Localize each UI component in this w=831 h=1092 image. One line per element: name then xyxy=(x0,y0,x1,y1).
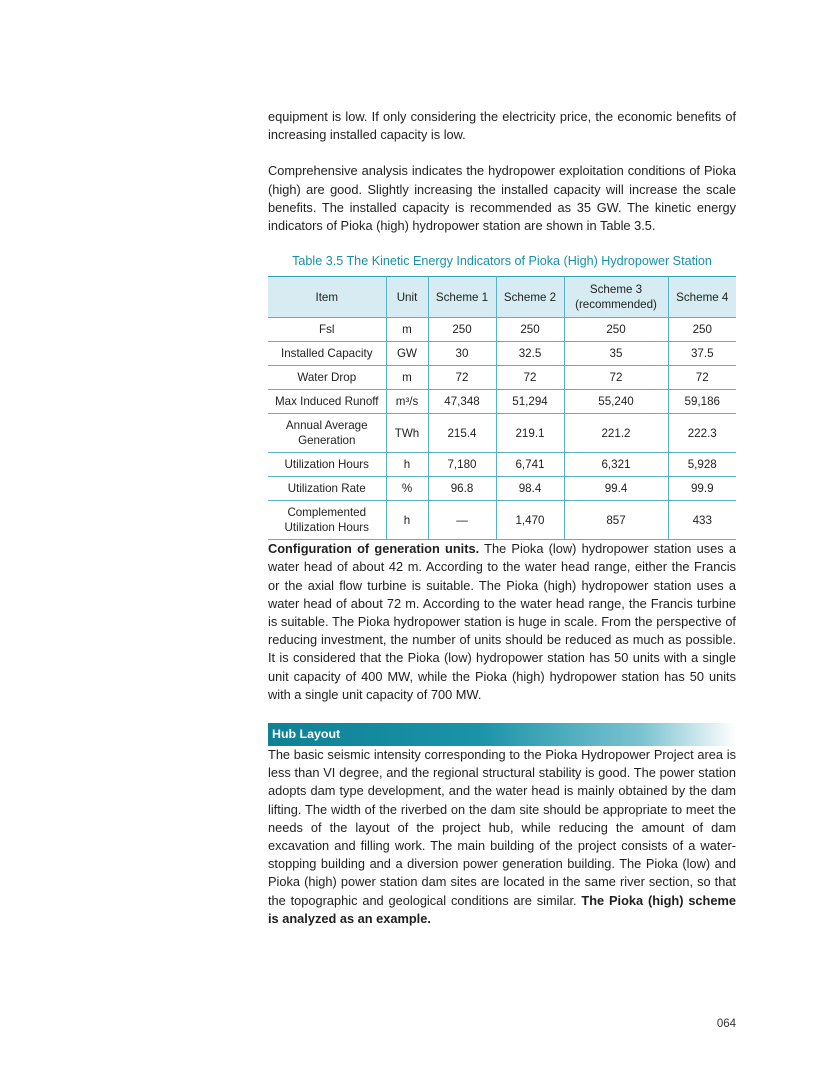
page-number: 064 xyxy=(716,1018,736,1030)
hub-layout-conclusion: The Pioka (high) scheme is analyzed as an example. xyxy=(268,892,736,926)
cell-scheme-3: 221.2 xyxy=(564,414,668,453)
header-scheme-3-label: Scheme 3 xyxy=(589,283,643,297)
header-scheme-4: Scheme 4 xyxy=(668,277,736,318)
cell-item: Utilization Hours xyxy=(268,453,386,477)
cell-scheme-2: 250 xyxy=(496,318,564,342)
configuration-text: The Pioka (low) hydropower station uses a water head of about 42 m. According to the water head range, either the Francis or the axial flow turbine is suitable. The Pioka (high) hydropower station uses a water head of about 72 m. According to the water head range, the Francis turbine is suitable. The Pioka hydropower station is huge in scale. From the perspective of reducing investment, the number of units should be reduced as much as possible. It is considered that the Pioka (low) hydropower station has 50 units with a single unit capacity of 400 MW, while the Pioka (high) hydropower station has 50 units with a single unit capacity of 700 MW. xyxy=(268,541,737,702)
cell-item-line-2: Generation xyxy=(298,434,356,448)
table-row xyxy=(268,318,736,342)
table-row xyxy=(268,477,736,501)
section-heading-hub-layout: Hub Layout xyxy=(268,723,736,746)
cell-scheme-1: 215.4 xyxy=(428,414,496,453)
table-row xyxy=(268,453,736,477)
cell-scheme-3: 857 xyxy=(564,501,668,540)
cell-unit: h xyxy=(386,453,428,477)
paragraph-configuration xyxy=(268,540,736,704)
cell-item-line-2: Utilization Hours xyxy=(284,521,369,535)
cell-scheme-4: 222.3 xyxy=(668,414,736,453)
cell-unit: % xyxy=(386,477,428,501)
cell-scheme-3: 72 xyxy=(564,366,668,390)
paragraph-intro: equipment is low. If only considering the electricity price, the economic benefits of increasing installed capacity is low. xyxy=(268,109,736,143)
cell-scheme-3: 55,240 xyxy=(564,390,668,414)
cell-scheme-1: 7,180 xyxy=(428,453,496,477)
table-row xyxy=(268,366,736,390)
cell-scheme-4: 250 xyxy=(668,318,736,342)
cell-scheme-3: 6,321 xyxy=(564,453,668,477)
cell-unit: m xyxy=(386,318,428,342)
paragraph-analysis: Comprehensive analysis indicates the hydropower exploitation conditions of Pioka (high) are good. Slightly increasing the installed capacity will increase the scale benefits. The installed capacity is recommended as 35 GW. The kinetic energy indicators of Pioka (high) hydropower station are shown in Table 3.5. xyxy=(268,163,736,234)
cell-scheme-2: 98.4 xyxy=(496,477,564,501)
cell-scheme-4: 37.5 xyxy=(668,342,736,366)
header-scheme-3 xyxy=(564,277,668,318)
hub-layout-text: The basic seismic intensity corresponding to the Pioka Hydropower Project area is less than VI degree, and the regional structural stability is good. The power station adopts dam type development, and the water head is mainly obtained by the dam lifting. The width of the riverbed on the dam site should be appropriate to meet the needs of the layout of the project hub, while reducing the amount of dam excavation and filling work. The main building of the project consists of a water-stopping building and a diversion power generation building. The Pioka (low) and Pioka (high) power station dam sites are located in the same river section, so that the topographic and geological conditions are similar. xyxy=(268,747,736,908)
cell-item xyxy=(268,414,386,453)
header-item: Item xyxy=(268,277,386,318)
table-row xyxy=(268,414,736,453)
cell-scheme-1: 47,348 xyxy=(428,390,496,414)
cell-scheme-3: 250 xyxy=(564,318,668,342)
paragraph-hub-layout xyxy=(268,746,736,928)
cell-scheme-1: 250 xyxy=(428,318,496,342)
table-row xyxy=(268,342,736,366)
cell-scheme-1: 96.8 xyxy=(428,477,496,501)
header-scheme-3-note: (recommended) xyxy=(575,298,657,312)
cell-scheme-2: 51,294 xyxy=(496,390,564,414)
cell-unit: GW xyxy=(386,342,428,366)
page-content xyxy=(268,108,736,928)
cell-item-line-1: Complemented xyxy=(287,506,367,520)
cell-scheme-2: 32.5 xyxy=(496,342,564,366)
cell-scheme-2: 219.1 xyxy=(496,414,564,453)
cell-scheme-1: 72 xyxy=(428,366,496,390)
cell-unit: m³/s xyxy=(386,390,428,414)
header-scheme-2: Scheme 2 xyxy=(496,277,564,318)
header-scheme-1: Scheme 1 xyxy=(428,277,496,318)
header-unit: Unit xyxy=(386,277,428,318)
cell-unit: TWh xyxy=(386,414,428,453)
table-title: Table 3.5 The Kinetic Energy Indicators of Pioka (High) Hydropower Station xyxy=(292,254,712,269)
cell-scheme-4: 59,186 xyxy=(668,390,736,414)
cell-scheme-4: 5,928 xyxy=(668,453,736,477)
cell-item: Utilization Rate xyxy=(268,477,386,501)
cell-scheme-1: 30 xyxy=(428,342,496,366)
cell-item xyxy=(268,501,386,540)
cell-item: Water Drop xyxy=(268,366,386,390)
cell-scheme-4: 99.9 xyxy=(668,477,736,501)
cell-unit: m xyxy=(386,366,428,390)
table-header-row xyxy=(268,277,736,318)
cell-item: Installed Capacity xyxy=(268,342,386,366)
cell-scheme-2: 6,741 xyxy=(496,453,564,477)
cell-item: Fsl xyxy=(268,318,386,342)
cell-scheme-3: 35 xyxy=(564,342,668,366)
cell-item-line-1: Annual Average xyxy=(285,419,368,433)
cell-scheme-3: 99.4 xyxy=(564,477,668,501)
cell-scheme-2: 1,470 xyxy=(496,501,564,540)
configuration-heading: Configuration of generation units. xyxy=(268,541,480,557)
cell-scheme-1: — xyxy=(428,501,496,540)
cell-scheme-4: 433 xyxy=(668,501,736,540)
cell-scheme-2: 72 xyxy=(496,366,564,390)
table-row xyxy=(268,501,736,540)
kinetic-energy-table xyxy=(268,276,736,540)
table-row xyxy=(268,390,736,414)
cell-item: Max Induced Runoff xyxy=(268,390,386,414)
cell-scheme-4: 72 xyxy=(668,366,736,390)
cell-unit: h xyxy=(386,501,428,540)
